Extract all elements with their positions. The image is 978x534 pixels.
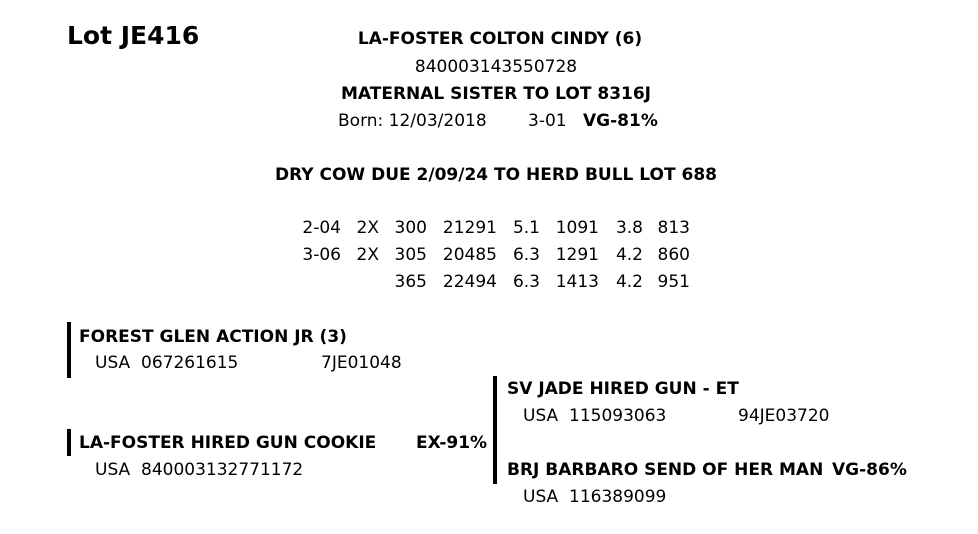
lot-number: Lot JE416: [67, 21, 200, 50]
animal-name: LA-FOSTER COLTON CINDY (6): [357, 29, 643, 49]
sire-name: FOREST GLEN ACTION JR (3): [79, 327, 347, 347]
record-protein-pct: 4.2: [615, 245, 643, 265]
record-fat-lbs: 1413: [555, 272, 599, 292]
birth-date: Born: 12/03/2018: [338, 111, 487, 131]
dam-registration: 840003132771172: [141, 460, 304, 480]
record-fat-pct: 6.3: [512, 272, 540, 292]
record-protein-pct: 4.2: [615, 272, 643, 292]
record-fat-pct: 6.3: [512, 245, 540, 265]
maternal-granddam-registration: 116389099: [569, 487, 667, 507]
maternal-granddam-name: BRJ BARBARO SEND OF HER MAN: [507, 460, 824, 480]
record-milk: 22494: [442, 272, 497, 292]
record-protein-pct: 3.8: [615, 218, 643, 238]
classification-score: VG-81%: [583, 111, 658, 131]
record-milkings: 2X: [356, 245, 379, 265]
record-days: 300: [394, 218, 427, 238]
maternal-grandsire-country: USA: [523, 406, 559, 426]
dam-name: LA-FOSTER HIRED GUN COOKIE: [79, 433, 377, 453]
maternal-grandsire-registration: 115093063: [569, 406, 667, 426]
record-age: 3-06: [302, 245, 341, 265]
dam-country: USA: [95, 460, 131, 480]
record-fat-pct: 5.1: [512, 218, 540, 238]
maternal-grandsire-name: SV JADE HIRED GUN - ET: [507, 379, 739, 399]
dam-ancestry-bracket: [493, 376, 497, 484]
record-age: 2-04: [302, 218, 341, 238]
record-milk: 20485: [442, 245, 497, 265]
dam-score: EX-91%: [416, 433, 488, 453]
sire-bracket: [67, 322, 71, 378]
maternal-granddam-score: VG-86%: [832, 460, 907, 480]
record-days: 365: [394, 272, 427, 292]
record-protein-lbs: 860: [657, 245, 690, 265]
maternal-sister-note: MATERNAL SISTER TO LOT 8316J: [340, 84, 652, 104]
maternal-granddam-country: USA: [523, 487, 559, 507]
record-fat-lbs: 1091: [555, 218, 599, 238]
maternal-grandsire-code: 94JE03720: [738, 406, 830, 426]
record-milk: 21291: [442, 218, 497, 238]
record-protein-lbs: 951: [657, 272, 690, 292]
record-fat-lbs: 1291: [555, 245, 599, 265]
sire-country: USA: [95, 353, 131, 373]
age: 3-01: [528, 111, 567, 131]
record-days: 305: [394, 245, 427, 265]
record-milkings: 2X: [356, 218, 379, 238]
dam-bracket: [67, 429, 71, 456]
registration-number: 840003143550728: [414, 57, 578, 77]
record-protein-lbs: 813: [657, 218, 690, 238]
sire-registration: 067261615: [141, 353, 239, 373]
breeding-note: DRY COW DUE 2/09/24 TO HERD BULL LOT 688: [275, 165, 717, 185]
sire-code: 7JE01048: [321, 353, 402, 373]
